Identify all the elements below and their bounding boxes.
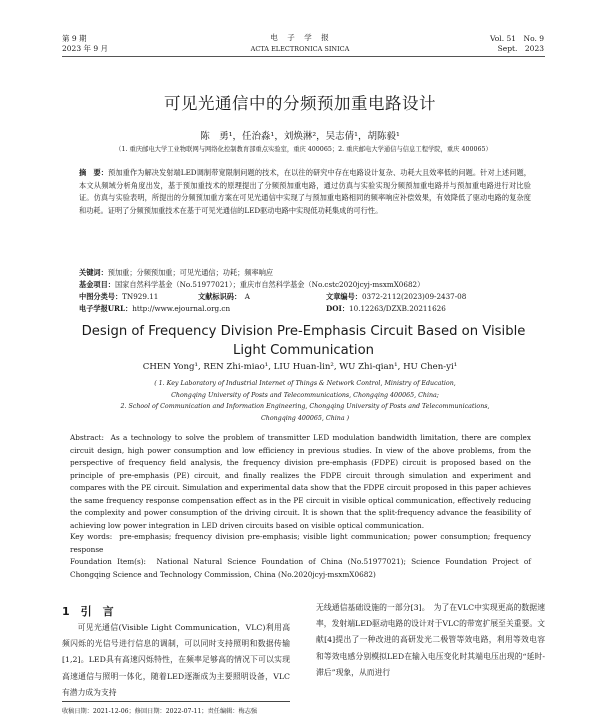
date-cn: 2023 年 9 月: [62, 44, 109, 53]
footnote: 收稿日期：2021-12-06；修回日期：2022-07-11；责任编辑：梅志强: [62, 708, 258, 715]
body-left-column: 可见光通信(Visible Light Communication，VLC)利用高频闪烁的光信号进行信息的调制，可以同时支持照明和数据传输[1,2]。LED具有高速闪烁特性，在频率足够高的情况下可以实现高速通信与照明一体化，随着LED逐渐成为主要照明设备，VLC有潜力成为支持: [62, 623, 290, 697]
abstract-cn-text: 预加重作为解决发射端LED调制带宽限制问题的技术，在以往的研究中存在电路设计复杂、功耗大且效率低的问题。针对上述问题，本文从频域分析角度出发，基于预加重技术的原理提出了分频预加重电路，通过仿真与实验实现分频预加重电路并与预加重电路进行对比验证。仿真与实验表明，所提出的分频预加重方案在可见光通信中实现了与预加重电路相同的频率响应补偿效果，有效降低了驱动电路的复杂度和功耗。证明了分频预加重技术在基于可见光通信的LED驱动电路中实现低功耗集成的可行性。: [79, 168, 531, 215]
title-en-line2: Light Communication: [232, 343, 375, 358]
affiliation-en: ( 1. Key Laboratory of Industrial Internet of Things & Network Control, Ministry of Education, Chongqing University of Posts and Telecommunications, Chongqing 400065, China; 2. School of Communication and Information Engineering, Chongqing University of Posts and Telecommunications, Chongqing 400065, China ): [120, 380, 490, 422]
article-number: 文章编号：0372-2112(2023)09-2437-08: [326, 292, 467, 301]
date-en: Sept. 2023: [497, 44, 544, 53]
fund-cn: 基金项目：国家自然科学基金（No.51977021）；重庆市自然科学基金（No.cstc2020jcyj-msxmX0682）: [79, 280, 425, 289]
journal-cn: 电 子 学 报: [270, 33, 330, 42]
footnote-rule: [62, 701, 290, 702]
abstract-en: Abstract: As a technology to solve the problem of transmitter LED modulation bandwidth limitation, there are complex circuit design, high power consumption and low efficiency in previous studies. In view of the above problems, from the perspective of frequency field analysis, the frequency division pre-emphasis (FDPE) circuit is proposed based on the principle of pre-emphasis (PE) circuit, and finally realizes the FDPE circuit through simulation and experiment and compares with the PE circuit. Simulation and experimental data show that the FDPE circuit proposed in this paper achieves the same frequency response compensation effect as in the PE circuit in visible optical communication, effectively reducing the complexity and power consumption of the driving circuit. It is shown that the split-frequency advance the feasibility of achieving low power integration in LED driven circuits based on visible optical communication.: [70, 433, 531, 530]
document-code: 文献标识码： A: [198, 292, 250, 301]
affiliation-cn: （1. 重庆邮电大学工业物联网与网络化控制教育部重点实验室，重庆 400065；2. 重庆邮电大学通信与信息工程学院，重庆 400065）: [115, 146, 492, 153]
authors-en: CHEN Yong¹, REN Zhi-miao¹, LIU Huan-lin², WU Zhi-qian¹, HU Chen-yi¹: [142, 362, 458, 372]
keywords-cn: 关键词：预加重；分频预加重；可见光通信；功耗；频率响应: [79, 268, 274, 277]
title-en: [62, 322, 545, 360]
abstract-cn-label: 摘 要：: [79, 168, 109, 177]
abstract-cn: [79, 167, 531, 217]
header-rule: [62, 56, 545, 57]
authors-cn: 陈 勇¹，任治淼¹，刘焕淋²，吴志倩¹，胡陈毅¹: [200, 131, 400, 142]
title-cn: 可见光通信中的分频预加重电路设计: [164, 94, 436, 113]
issue-cn: 第 9 期: [62, 34, 87, 43]
journal-url[interactable]: 电子学报URL：http://www.ejournal.org.cn: [79, 304, 231, 313]
journal-en: ACTA ELECTRONICA SINICA: [250, 45, 350, 53]
doi[interactable]: DOI：10.12263/DZXB.20211626: [326, 304, 446, 313]
title-en-line1: Design of Frequency Division Pre-Emphasis Circuit Based on Visible: [81, 324, 526, 339]
keywords-en: Key words: pre-emphasis; frequency division pre-emphasis; visible light communication; power consumption; frequency response: [70, 532, 531, 554]
class-number: 中图分类号：TN929.11: [79, 292, 159, 301]
section-title: 1 引 言: [62, 605, 114, 618]
fund-en: Foundation Item(s): National Natural Science Foundation of China (No.51977021); Science Foundation Project of Chongqing Science and Technology Commission, China (No.2020jcyj-msxmX0682): [70, 557, 532, 579]
volume: Vol. 51 No. 9: [490, 34, 544, 43]
body-right-column: 无线通信基础设施的一部分[3]。 为了在VLC中实现更高的数据速率，发射端LED驱动电路的设计对于VLC的带宽扩展至关重要。文献[4]提出了一种改进的高研发光二极管等效电路，利用等效电容和等效电感分别模拟LED在输入电压变化时其端电压出现的“延时-滞后”现象，从而进行: [316, 603, 545, 677]
